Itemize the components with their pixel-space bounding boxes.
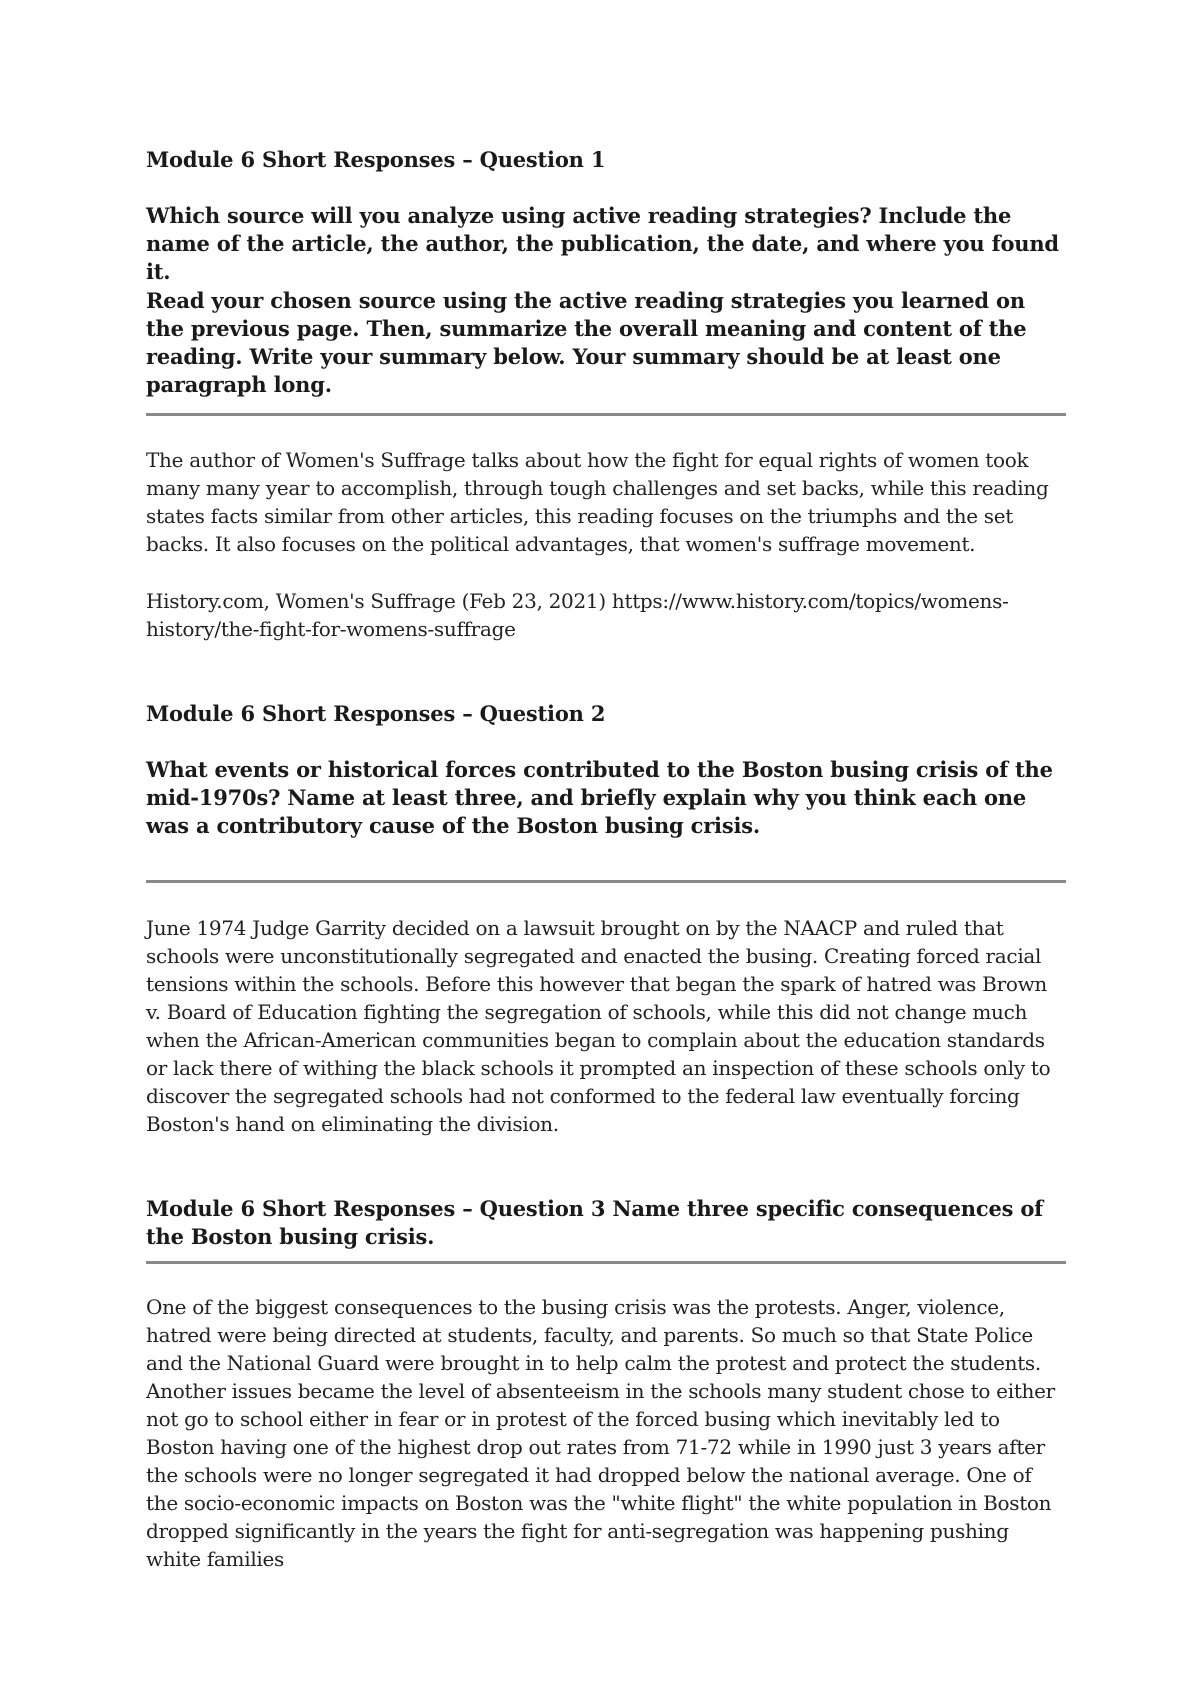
q1-answer: The author of Women's Suffrage talks about how the fight for equal rights of women took many many year to accomplish, through tough challenges and set backs, while this reading states facts similar from other articles, this reading focuses on the triumphs and the set backs. It also focuses on the political advantages, that women's suffrage movement. (146, 448, 1049, 556)
q2-answer: June 1974 Judge Garrity decided on a lawsuit brought on by the NAACP and ruled that schools were unconstitutionally segregated and enacted the busing. Creating forced racial tensions within the schools. Before this however that began the spark of hatred was Brown v. Board of Education fighting the segregation of schools, while this did not change much when the African-American communities began to complain about the education standards or lack there of withing the black schools it prompted an inspection of these schools only to discover the segregated schools had not conformed to the federal law eventually forcing Boston's hand on eliminating the division. (146, 916, 1051, 1136)
q1-heading: Module 6 Short Responses – Question 1 (146, 147, 606, 172)
q1-divider (146, 413, 1066, 416)
q1-prompt-summary: Read your chosen source using the active reading strategies you learned on the previous page. Then, summarize the overall meaning and content of the reading. Write your summary below. Your summary should be at least one paragraph long. (146, 288, 1027, 397)
q2-heading: Module 6 Short Responses – Question 2 (146, 701, 606, 726)
q1-citation: History.com, Women's Suffrage (Feb 23, 2021) https://www.history.com/topics/womens-history/the-fight-for-womens-suffrage (146, 589, 1009, 641)
q3-divider (146, 1261, 1066, 1264)
q3-answer: One of the biggest consequences to the busing crisis was the protests. Anger, violence, hatred were being directed at students, faculty, and parents. So much so that State Police and the National Guard were brought in to help calm the protest and protect the students. Another issues became the level of absenteeism in the schools many student chose to either not go to school either in fear or in protest of the forced busing which inevitably led to Boston having one of the highest drop out rates from 71-72 while in 1990 just 3 years after the schools were no longer segregated it had dropped below the national average. One of the socio-economic impacts on Boston was the "white flight" the white population in Boston dropped significantly in the years the fight for anti-segregation was happening pushing white families (146, 1295, 1055, 1571)
q2-prompt: What events or historical forces contributed to the Boston busing crisis of the mid-1970s? Name at least three, and briefly explain why you think each one was a contributory cause of the Boston busing crisis. (146, 757, 1053, 838)
q1-prompt-source: Which source will you analyze using active reading strategies? Include the name of the article, the author, the publication, the date, and where you found it. (146, 203, 1059, 284)
q2-divider (146, 880, 1066, 883)
q3-heading: Module 6 Short Responses – Question 3 Name three specific consequences of the Boston busing crisis. (146, 1196, 1043, 1249)
